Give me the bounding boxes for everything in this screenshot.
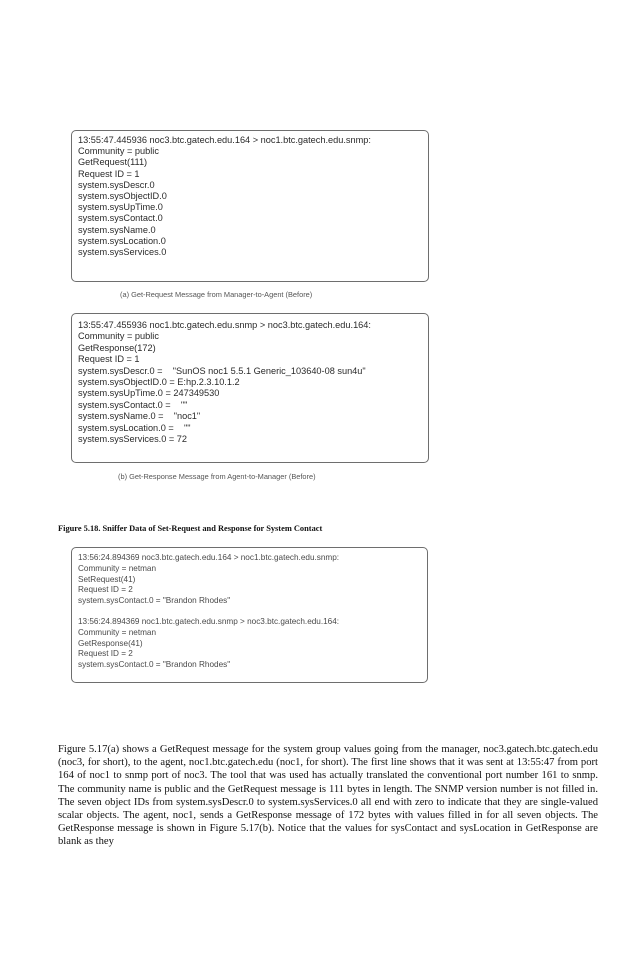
sniffer-line: 13:55:47.455936 noc1.btc.gatech.edu.snmp > noc3.btc.gatech.edu.164: [78,320,371,330]
sniffer-line: 13:56:24.894369 noc1.btc.gatech.edu.snmp > noc3.btc.gatech.edu.164: [78,616,340,626]
sniffer-line: GetRequest(111) [78,157,148,168]
sniffer-line: system.sysContact.0 = "Brandon Rhodes" [78,596,231,606]
sniffer-line: Community = netman [78,627,157,637]
sniffer-line: GetResponse(172) [78,342,156,353]
subcaption-a: (a) Get-Request Message from Manager-to-Agent (Before) [120,290,313,299]
sniffer-line: system.sysObjectID.0 [78,191,167,202]
sniffer-line: 13:55:47.445936 noc3.btc.gatech.edu.164 > noc1.btc.gatech.edu.snmp: [78,135,371,145]
sniffer-line: system.sysServices.0 = 72 [78,434,188,445]
sniffer-line: system.sysLocation.0 = "" [78,422,191,433]
figure-caption: Figure 5.18. Sniffer Data of Set-Request and Response for System Contact [58,524,323,533]
sniffer-line: Request ID = 1 [78,168,140,179]
sniffer-line: system.sysObjectID.0 = E:hp.2.3.10.1.2 [78,377,240,388]
sniffer-line: system.sysContact.0 [78,213,163,224]
sniffer-line: 13:56:24.894369 noc3.btc.gatech.edu.164 > noc1.btc.gatech.edu.snmp: [78,553,340,562]
sniffer-line: system.sysContact.0 = "Brandon Rhodes" [78,660,231,670]
sniffer-line: Community = netman [78,563,157,573]
sniffer-line: system.sysLocation.0 [78,235,166,246]
sniffer-box-set-request [71,547,428,683]
sniffer-line: system.sysContact.0 = "" [78,399,188,410]
sniffer-line: system.sysName.0 = "noc1" [78,411,201,422]
sniffer-line: system.sysUpTime.0 [78,202,163,213]
sniffer-line: system.sysDescr.0 [78,179,155,190]
sniffer-line: Request ID = 1 [78,354,140,365]
sniffer-line: Request ID = 2 [78,585,133,595]
sniffer-line: SetRequest(41) [78,574,136,584]
sniffer-line: Community = public [78,146,159,157]
sniffer-line: Community = public [78,331,159,342]
sniffer-line: system.sysUpTime.0 = 247349530 [78,388,220,399]
sniffer-box-get-response [71,313,429,463]
sniffer-line: system.sysDescr.0 = "SunOS noc1 5.5.1 Generic_103640-08 sun4u" [78,365,366,376]
sniffer-box-get-request [71,130,429,282]
sniffer-line: system.sysName.0 [78,224,156,235]
sniffer-line: Request ID = 2 [78,649,133,659]
sniffer-line: system.sysServices.0 [78,247,167,258]
sniffer-line: GetResponse(41) [78,638,143,648]
spacer [78,607,421,617]
body-paragraph: Figure 5.17(a) shows a GetRequest message for the system group values going from the manager, noc3.gatech.btc.gatech.edu (noc3, for short), to the agent, noc1.btc.gatech.edu (noc1, for short). The first line shows that it was sent at 13:55:47 from port 164 of noc1 to snmp port of noc3. The tool that was used has actually translated the conventional port number 161 to snmp. The community name is public and the GetRequest message is 111 bytes in length. The SNMP version number is not filled in. The seven object IDs from system.sysDescr.0 to system.sysServices.0 all end with zero to indicate that they are single-valued scalar objects. The agent, noc1, sends a GetResponse message of 172 bytes with values filled in for all seven objects. The GetResponse message is shown in Figure 5.17(b). Notice that the values for sysContact and sysLocation in GetResponse are blank as they [58,744,598,848]
subcaption-b: (b) Get-Response Message from Agent-to-Manager (Before) [118,472,316,481]
